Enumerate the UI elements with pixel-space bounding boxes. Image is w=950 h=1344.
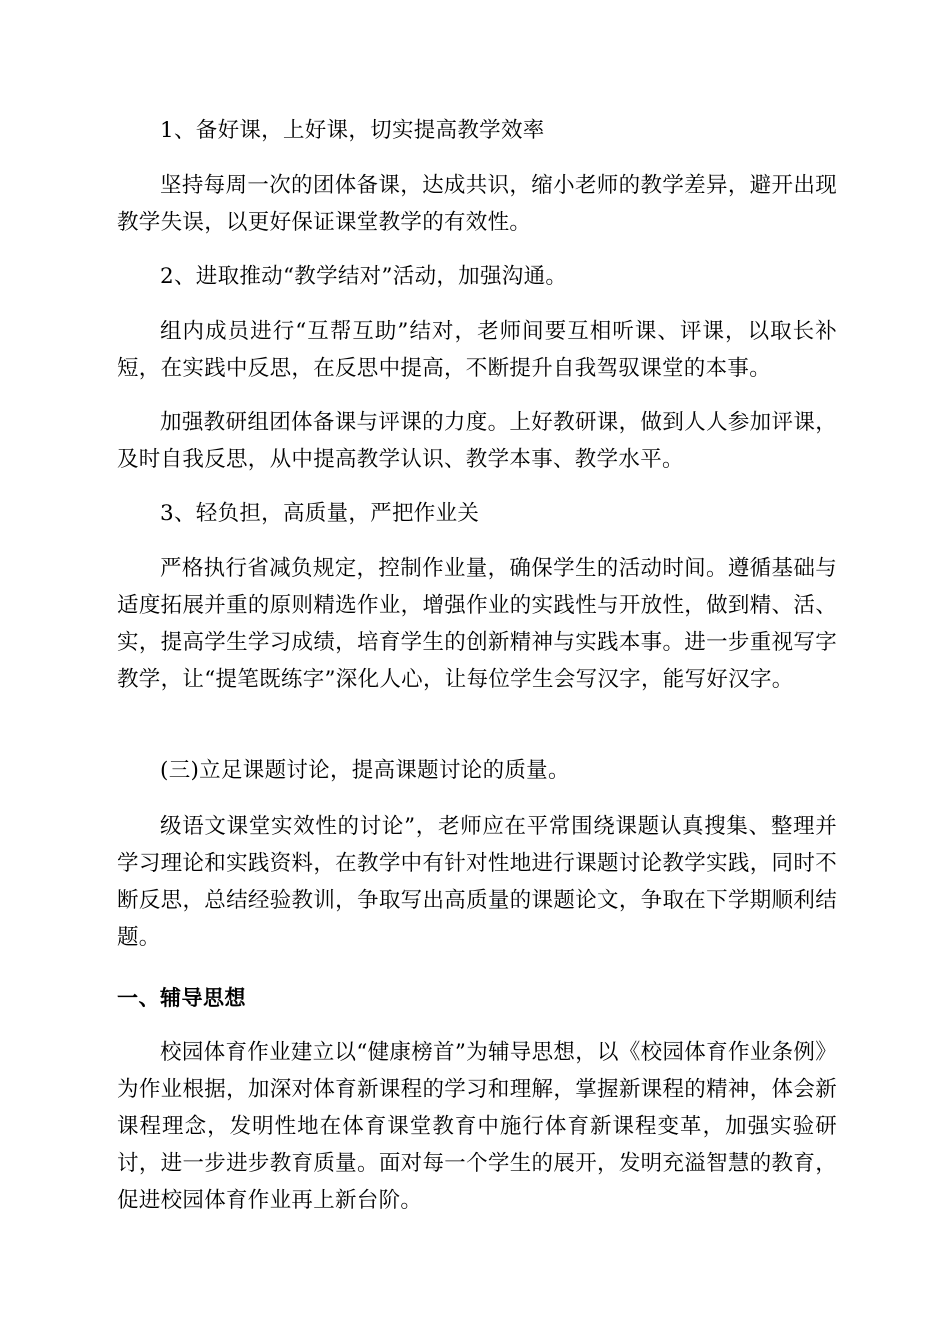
paragraph-1: 1、备好课，上好课，切实提高教学效率 bbox=[160, 118, 545, 143]
paragraph-4: 组内成员进行“互帮互助”结对，老师间要互相听课、评课，以取长补短，在实践中反思，在反思中提高，不断提升自我驾驭课堂的本事。 bbox=[117, 319, 837, 381]
paragraph-5: 加强教研组团体备课与评课的力度。上好教研课，做到人人参加评课，及时自我反思，从中提高教学认识、教学本事、教学水平。 bbox=[117, 410, 837, 472]
paragraph-10: 校园体育作业建立以“健康榜首”为辅导思想，以《校园体育作业条例》为作业根据，加深对体育新课程的学习和理解，掌握新课程的精神，体会新课程理念，发明性地在体育课堂教育中施行体育新课程变革，加强实验研讨，进一步进步教育质量。面对每一个学生的展开，发明充溢智慧的教育，促进校园体育作业再上新台阶。 bbox=[117, 1040, 837, 1213]
paragraph-7: 严格执行省减负规定，控制作业量，确保学生的活动时间。遵循基础与适度拓展并重的原则精选作业，增强作业的实践性与开放性，做到精、活、实，提高学生学习成绩，培育学生的创新精神与实践本事。进一步重视写字教学，让“提笔既练字”深化人心，让每位学生会写汉字，能写好汉字。 bbox=[117, 556, 837, 692]
paragraph-2: 坚持每周一次的团体备课，达成共识，缩小老师的教学差异，避开出现教学失误，以更好保证课堂教学的有效性。 bbox=[117, 173, 837, 235]
paragraph-9: 级语文课堂实效性的讨论”，老师应在平常围绕课题认真搜集、整理并学习理论和实践资料，在教学中有针对性地进行课题讨论教学实践，同时不断反思，总结经验教训，争取写出高质量的课题论文，争取在下学期顺利结题。 bbox=[117, 814, 837, 950]
paragraph-3: 2、进取推动“教学结对”活动，加强沟通。 bbox=[160, 264, 568, 289]
paragraph-6: 3、轻负担，高质量，严把作业关 bbox=[160, 501, 480, 526]
paragraph-8: (三)立足课题讨论，提高课题讨论的质量。 bbox=[160, 758, 570, 783]
section-heading: 一、辅导思想 bbox=[117, 986, 246, 1010]
